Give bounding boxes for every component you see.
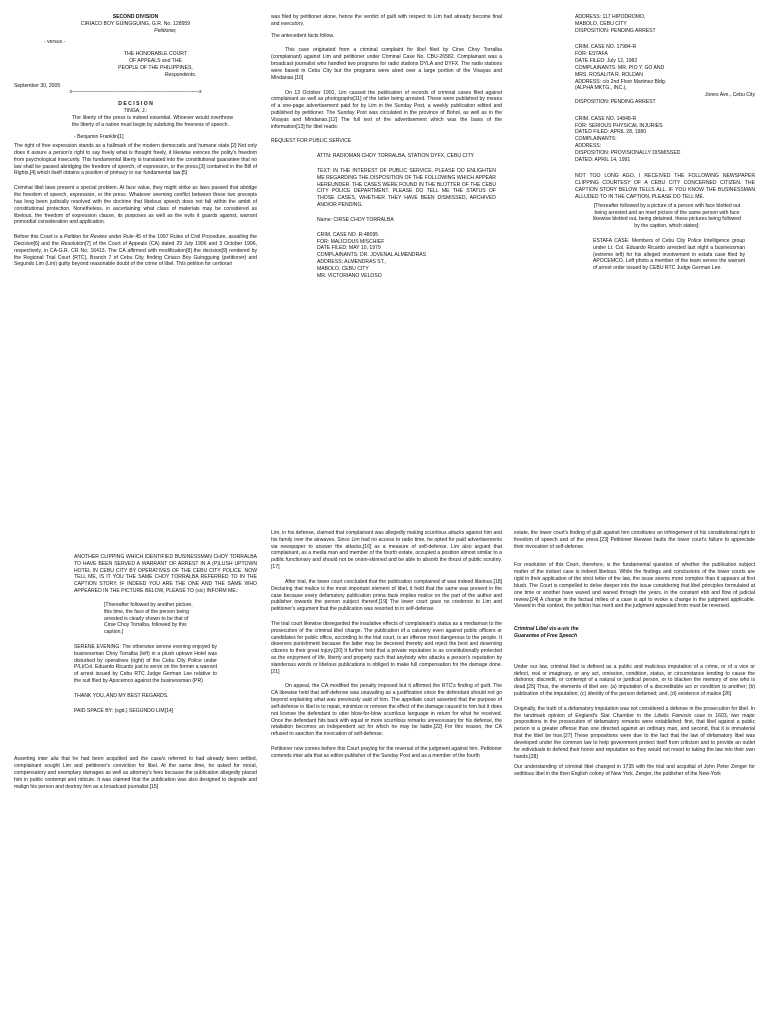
case-line: COMPLAINANTS: (575, 136, 617, 143)
case-line: (ALPHA MKTG., INC.), (575, 85, 627, 92)
versus: - versus - (44, 39, 66, 46)
case-line: MRS. ROSALITA R. ROLDAN (575, 71, 643, 78)
respondent-line-2: OF APPEALS and THE (129, 58, 182, 65)
case-record-1 (271, 232, 502, 280)
case-line: DISPOSITION: PENDING ARREST (575, 98, 656, 105)
column-5 (271, 530, 502, 1012)
case-record-3 (575, 116, 755, 164)
decision-date: September 30, 2005 (14, 82, 61, 89)
closing-line: THANK YOU, AND MY BEST REGARDS. (74, 692, 169, 699)
column-3 (575, 14, 755, 524)
paragraph: Before this Court is a Petition for Review under Rule 45 of the 1997 Rules of Civil Procedure, assailing the Decision[6] and the Resolution[7] of the Court of Appeals (CA) dated 29 July 1996 and 3 October 1996, respectively, in CA-G.R. CR No. 16413. The CA affirmed with modification[8] the decision[9] rendered by the Regional Trial Court (RTC), Branch 7 of Cebu City, finding Ciriaco Boy Guingguing (petitioner) and Segundo Lim (Lim) guilty beyond reasonable doubt of the crime of libel. This petition for certiorari (14, 234, 257, 268)
case-line: ADDRESS: ALMENDRAS ST., (317, 258, 387, 265)
caption-serene: SERENE EVENING: The otherwise serene evening enjoyed by businessman Choy Torralba (left) in a plush uptown Hotel was disturbed by operatives (right) of the Cebu City Police under P/Lt/Col. Eduardo Ricardo just to serve on the former a warrant of arrest issued by Cebu RTC Judge German Lee relative to the suit filed by Apocemco against the businessman (PR) (74, 643, 217, 684)
ponente: TINGA, J.: (123, 107, 148, 114)
paragraph: Originally, the truth of a defamatory imputation was not considered a defense in the prosecution for libel. In the landmark opinion of England's Star Chamber in the Libelis Famosis case in 1603, two major propositions in the prosecution of defamatory remarks were established: first, that libel against a public person is a greater offense than one directed against an ordinary man, and second, that it is immaterial that the libel be true.[27] These propositions were due to the fact that the law of defamatory libel was developed under the common law to help government protect itself from criticism and to provide an outlet for individuals to defend their honor and reputation so they would not resort to taking the law into their own hands.[28] (514, 705, 755, 760)
column-1 (14, 14, 257, 524)
case-line: CRIM. CASE NO. 14848-R (575, 115, 637, 122)
caption-estafa: ESTAFA CASE. Members of Cebu City Police Intelligence group under Lt. Col. Eduardo Ricardo arrested last night a businessman (extreme left) for his alleged involvement in estafa case filed by APOCEMCO. Left photo a member of the team serves the warrant of arrest order issued by CEBU RTC Judge German Lee. (593, 237, 745, 272)
paragraph: The right of free expression stands as a hallmark of the modern democratic and humane state.[2] Not only does it assure a person's right to say freely what is thought freely, it likewise evinces the polity's freedom from psychological insecurity. This fundamental liberty is translated into the constitutional guarantee that no law shall be passed abridging the freedom of speech, of expression, or the press,[3] contained in the Bill of Rights,[4] which itself obtains a position of primacy in our fundamental law.[5] (14, 143, 257, 177)
case-line: CRIM. CASE NO. R-48095 (317, 231, 379, 238)
case-line: COMPLAINANTS: MR. PIO Y. GO AND (575, 64, 665, 71)
case-line: FOR: ESTAFA (575, 51, 608, 58)
paragraph: After trial, the lower court concluded that the publication complained of was indeed libelous.[18] Declaring that malice is the most important element of libel, it held that the same was present in the case because every defamatory publication prima facie implies malice on the part of the author and publisher towards the person subject thereof.[19] The lower court gave no credence to Lim and petitioner's argument that the publication was resorted to in self-defense. (271, 578, 502, 613)
section-heading: Criminal Libel vis-a-vis the (514, 626, 579, 633)
clipping-text: ANOTHER CLIPPING WHICH IDENTIFIED BUSINESSMAN CHOY TORRALBA TO HAVE BEEN SERVED A WARRANT OF ARREST IN A (P)LUSH UPTOWN HOTEL IN CEBU CITY BY OPERATIVES OF THE CEBU CITY POLICE. NOW TELL ME, IS IT YOU THE SAME CHOY TORRALBA REFERRED TO IN THE CAPTION STORY. IF INDEED YOU ARE THE ONE AND THE SAME WHO APPEARED IN THE PICTURE BELOW, PLEASE TO (sic) INFORM ME.: (74, 554, 257, 595)
separator-rule: x-------------------------------------------------------------------------------------x (69, 89, 202, 96)
respondent-line-3: PEOPLE OF THE PHILIPPINES, (118, 64, 193, 71)
case-line: Jones Ave., Cebu City (704, 92, 755, 99)
paragraph: estate, the lower court's finding of guilt against him constitutes an infringement of his constitutional right to freedom of speech and of the press.[23] Petitioner likewise faults the lower court's failure to appreciate their invocation of self-defense. (514, 530, 755, 550)
respondent-role: Respondents. (164, 71, 197, 78)
case-line: COMPLAINANTS: DR. JOVENAL ALMENDRAS (317, 252, 427, 259)
paragraph: For resolution of this Court, therefore, is the fundamental question of whether the publication subject matter of the instant case is indeed libelous. While the findings and conclusions of the lower courts are rigid in their application of the strict letter of the law, the issue seems more complex than it appears at first blush. The Court is compelled to delve deeper into the issue considering that libel principles formulated at one time or another have waxed and waned through the years, in the constant ebb and flow of judicial review.[24] A change in the factual milieu of a case is apt to evoke a change in the judgment applicable. Viewed in this context, the petition has merit and the judgment appealed from must be reversed. (514, 562, 755, 610)
advertisement-text: TEXT: IN THE INTEREST OF PUBLIC SERVICE, PLEASE DO ENLIGHTEN ME REGARDING THE DISPOSITION OF THE FOLLOWING WHICH APPEAR HEREUNDER. THE CASES WERE FOUND IN THE BLOTTER OF THE CEBU CITY POLICE DEPARTMENT. PLEASE DO TELL ME THE STATUS OF THOSE CASES, WHETHER THEY HAVE BEEN DISMISSED, ARCHIVED AND/OR PENDING. (317, 168, 496, 209)
decision-heading: D E C I S I O N (118, 101, 153, 108)
case-line: MR. VICTORIANO VELOSO (317, 272, 382, 279)
paragraph: Criminal libel laws present a special problem. At face value, they might strike as laws passed that abridge the freedom of speech, expression, or the press. Whatever seeming conflict between these two precepts has long been judicially resolved with the doctrine that libelous speech does not fall within the ambit of constitutional protection. Nonetheless, in ascertaining what class of materials may be considered as libelous, the freedom of expression clause, its purposes as well as the evils it guards against, warrant primordial consideration and application. (14, 185, 257, 226)
column-2 (271, 14, 502, 524)
division-heading: SECOND DIVISION (112, 14, 159, 20)
respondent-line-1: THE HONORABLE COURT (123, 51, 188, 58)
case-line: DATED: APRIL 14, 1991 (575, 156, 631, 163)
bracket-note: [Thereafter followed by a picture of a person with face blotted out being arrested and an inset picture of the same person with face likewise blotted out, being detained, these pictures being followed by the caption, which states]: (593, 202, 741, 230)
paragraph: The trial court likewise disregarded the insulative effects of complainant's status as a mediaman to the prosecution of the criminal libel charge. The publication of a calumny even against public officers or candidates for public office, according to the trial court, is an offense most dangerous to the people. It deserves punishment because the latter may be deceived thereby and reject the best and deserving citizens to their great injury.[20] It further held that a private reputation is as constitutionally protected as the enjoyment of life, liberty and property such that anybody who attacks a person's reputation by slanderous words or libelous publications is obliged to make full compensation for the damage done.[21] (271, 620, 502, 675)
case-line: DISPOSITION: PENDING ARREST (575, 27, 656, 34)
case-line: CRIM. CASE NO. 17984-R (575, 44, 637, 51)
epigraph-author: - Benjamin Franklin[1] (74, 134, 124, 141)
advertisement-name: Name: CIRSE CHOY TORRALBA (317, 216, 394, 223)
case-line: ADDRESS: c/o 2nd Floor Martinez Bldg. (575, 78, 667, 85)
paragraph: On 13 October 1991, Lim caused the publication of records of criminal cases filed against complainant as well as photographs[11] of the latter being arrested. These were published by means of a one-page advertisement paid for by Lim in the Sunday Post, a weekly publication edited and published by petitioner. The Sunday Post was circulated in the province of Bohol, as well as in the Visayas and Mindanao.[12] The full text of the advertisement which was the basis of the information[13] for libel reads: (271, 89, 502, 130)
paragraph: Under our law, criminal libel is defined as a public and malicious imputation of a crime, or of a vice or defect, real or imaginary, or any act, omission, condition, status, or circumstance tending to cause the dishonor, discredit, or contempt of a natural or juridical person, or to blacken the memory of one who is dead.[25] Thus, the elements of libel are: (a) imputation of a discreditable act or condition to another; (b) publication of the imputation; (c) identity of the person defamed; and, (d) existence of malice.[26] (514, 663, 755, 697)
case-line: DATED FILED: APRIL 28, 1980 (575, 129, 647, 136)
paragraph: Our understanding of criminal libel changed in 1735 with the trial and acquittal of John Peter Zenger for seditious libel in the then English colony of New York. Zenger, the publisher of the New-York (514, 764, 755, 778)
case-line: ADDRESS: (575, 143, 602, 149)
section-heading: Guarantee of Free Speech (514, 632, 578, 639)
case-line: DATE FILED: MAY 10, 1979 (317, 245, 381, 252)
case-line: MABOLO, CEBU CITY (317, 265, 369, 272)
column-6 (514, 530, 755, 1012)
paid-space-line: PAID SPACE BY: (sgd.) SEGUNDO LIM[14] (74, 707, 174, 714)
case-line: DATE FILED: July 12, 1982 (575, 58, 638, 65)
advertisement-attn: ATTN: RADIOMAN CHOY TORRALBA, STATION DYFX, CEBU CITY (317, 153, 475, 160)
paragraph: was filed by petitioner alone, hence the verdict of guilt with respect to Lim had already become final and executory. (271, 14, 502, 27)
case-line: FOR: MALICIOUS MISCHIEF (317, 238, 385, 245)
epigraph-quote: The liberty of the press is indeed essential. Whoever would overthrow the liberty of a nation must begin by subduing the freeness of speech. (72, 114, 233, 128)
paragraph: Asserting inter alia that he had been acquitted and the case/s referred to had already been settled, complainant sought Lim and petitioner's conviction for libel. At the same time, he asked for moral, compensatory and exemplary damages as well as attorney's fees because the publication allegedly placed him in public contempt and ridicule. It was claimed that the publication was also designed to degrade and malign his person and destroy him as a broadcast journalist.[15] (14, 756, 257, 790)
paragraph: The antecedent facts follow. (271, 32, 335, 39)
column-4 (14, 530, 257, 1012)
case-line: FOR: SERIOUS PHYSICAL INJURIES (575, 122, 663, 129)
case-line: ADDRESS: 117 HIPODROMO, (575, 14, 646, 20)
clipping-text: NOT TOO LONG AGO, I RECEIVED THE FOLLOWING NEWSPAPER CLIPPING COURTESY OF A CEBU CITY CONCERNED CITIZEN. THE CAPTION STORY BELOW TELLS ALL. IF YOU KNOW THE BUSINESSMAN ALLUDED TO IN THE CAPTION, PLEASE DO TELL ME. (575, 173, 755, 200)
petitioner-line: CIRIACO BOY GUINGGUING, G.R. No. 128959 (80, 20, 191, 27)
paragraph: Lim, in his defense, claimed that complainant was allegedly making scurrilous attacks against him and his family over the airwaves. Since Lim had no access to radio time, he opted for paid advertisements via newspaper to answer the attacks,[16] as a measure of self-defense. Lim also argued that complainant, as a media man and member of the fourth estate, occupied a position almost similar to a public functionary and should not be onion-skinned and be able to absorb the thrust of public scrutiny.[17] (271, 530, 502, 571)
paragraph: This case originated from a criminal complaint for libel filed by Cirse Choy Torralba (complainant) against Lim and petitioner under Criminal Case No. CBU-26582. Complainant was a broadcast journalist who handled two programs for radio stations DYLA and DYFX. The radio stations were based in Cebu City but the programs were aired over a large portion of the Visayas and Mindanao.[10] (271, 47, 502, 81)
paragraph: Petitioner now comes before this Court praying for the reversal of the judgment against him. Petitioner contends inter alia that as editor-publisher of the Sunday Post and as a member of the fourth (271, 745, 502, 759)
paragraph: On appeal, the CA modified the penalty imposed but it affirmed the RTC's finding of guilt. The CA likewise held that self-defense was unavailing as a justification since the defendant should not go beyond explaining what was previously said of him. The appellate court asserted that the purpose of self-defense in libel is to repair, minimize or remove the effect of the damage caused to him but it does not license the defendant to utter blow-for-blow scurrilous language in return for what he received. Once the defendant hits back with equal or more scurrilous remarks unnecessary for his defense, the retaliation becomes an independent act for which he may be liable.[22] For this reason, the CA refused to sanction the invocation of self-defense. (271, 683, 502, 738)
case-record-2 (575, 44, 755, 105)
petitioner-role: Petitioner, (154, 27, 177, 34)
bracket-note: [Thereafter followed by another picture, this time, the face of the person being arrested is clearly shown to be that of Cirse Choy Torralba, followed by this caption.] (104, 601, 193, 636)
advertisement-title: REQUEST FOR PUBLIC SERVICE (271, 138, 352, 145)
case-line: MABOLO, CEBU CITY (575, 20, 627, 27)
case-line: DISPOSITION: PROVISIONALLY DISMISSED (575, 149, 681, 156)
